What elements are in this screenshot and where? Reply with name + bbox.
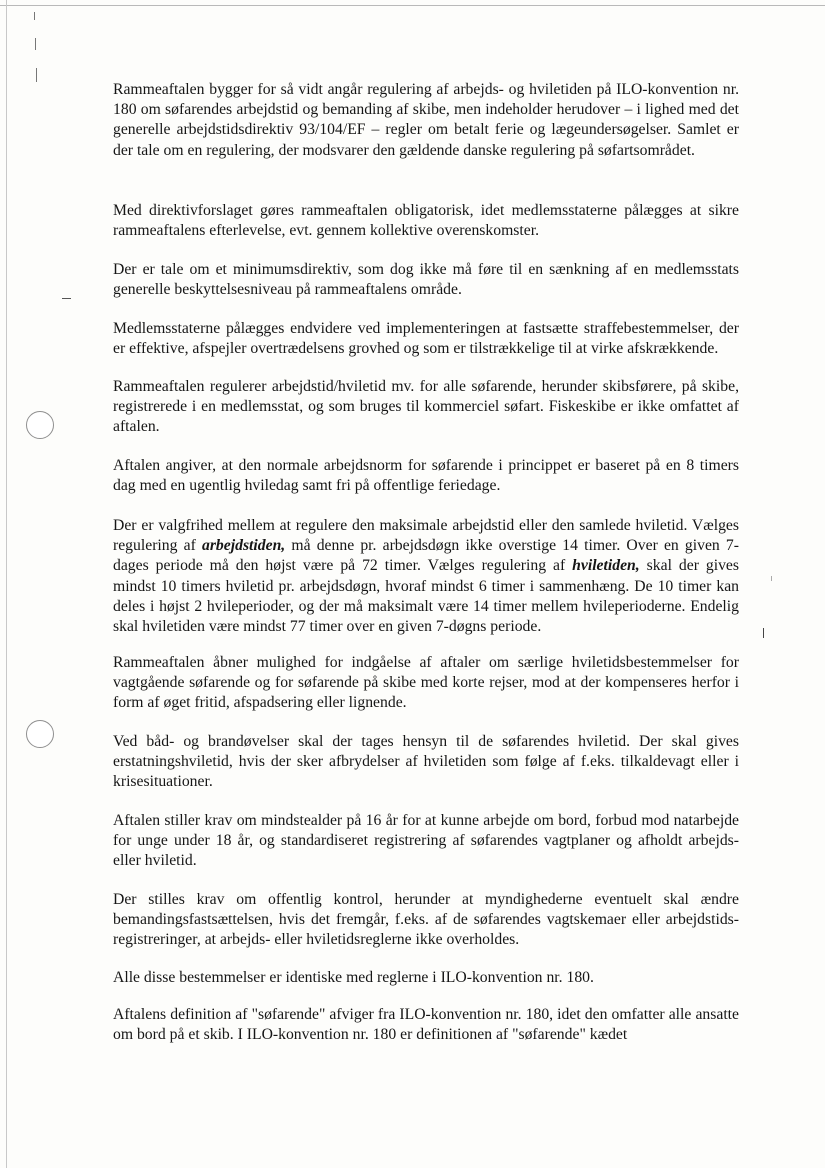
punch-hole-icon xyxy=(26,411,54,439)
scan-edge-top xyxy=(0,5,825,6)
paragraph-text: må denne pr. arbejdsdøgn ikke overstige 14 timer. Over en given 7-dages periode må den højst være på 72 timer. Vælges regulering af xyxy=(113,537,740,575)
paragraph-definition-soefarende: Aftalens definition af "søfarende" afviger fra ILO-konvention nr. 180, idet den omfatter alle ansatte om bord på et skib. I ILO-konvention nr. 180 er definitionen af "søfarende" kædet xyxy=(113,1006,739,1044)
scan-mark xyxy=(36,68,37,82)
paragraph-anvendelsesomraade: Rammeaftalen regulerer arbejdstid/hviletid mv. for alle søfarende, herunder skibsførere, på skibe, registrerede i en medlemsstat, og som bruges til kommerciel søfart. Fiskeskibe er ikke omfattet af aftalen. xyxy=(113,378,739,436)
paragraph-saerlige-hviletidsbestemmelser: Rammeaftalen åbner mulighed for indgåelse af aftaler om særlige hviletidsbestemmelser for vagtgående søfarende og for søfarende på skibe med korte rejser, mod at der kompenseres herfor i form af øget fritid, afspadsering eller lignende. xyxy=(113,654,739,712)
paragraph-valgfrihed xyxy=(113,516,739,637)
scan-mark xyxy=(771,576,772,581)
punch-hole-icon xyxy=(26,720,54,748)
scan-mark xyxy=(35,38,36,50)
paragraph-straffebestemmelser: Medlemsstaterne pålægges endvidere ved implementeringen at fastsætte straffebestemmelser, der er effektive, afspejler overtrædelsens grovhed og som er tilstrækkelige til at virke afskrækkende. xyxy=(113,320,739,358)
scan-mark xyxy=(62,298,71,299)
scan-mark xyxy=(763,628,764,638)
paragraph-direktivforslaget: Med direktivforslaget gøres rammeaftalen obligatorisk, idet medlemsstaterne pålægges at sikre rammeaftalens efterlevelse, evt. gennem kollektive overenskomster. xyxy=(113,202,739,240)
emphasis-hviletiden: hviletiden, xyxy=(572,557,640,575)
scan-mark xyxy=(34,12,35,20)
paragraph-minimumsdirektiv: Der er tale om et minimumsdirektiv, som dog ikke må føre til en sænkning af en medlemsstats generelle beskyttelsesniveau på rammeaftalens område. xyxy=(113,261,739,299)
paragraph-mindstealder: Aftalen stiller krav om mindstealder på 16 år for at kunne arbejde om bord, forbud mod natarbejde for unge under 18 år, og standardiseret registrering af søfarendes vagtplaner og afholdt arbejds- eller hviletid. xyxy=(113,812,739,870)
paragraph-oevelser: Ved båd- og brandøvelser skal der tages hensyn til de søfarendes hviletid. Der skal gives erstatningshviletid, hvis der sker afbrydelser af hviletiden som følge af f.eks. tilkaldevagt eller i krisesituationer. xyxy=(113,733,739,791)
paragraph-arbejdsnorm: Aftalen angiver, at den normale arbejdsnorm for søfarende i princippet er baseret på en 8 timers dag med en ugentlig hviledag samt fri på offentlige feriedage. xyxy=(113,457,739,495)
scan-edge-left xyxy=(6,0,7,1168)
paragraph-text: skal der gives mindst 10 timers hviletid pr. arbejdsdøgn, hvoraf mindst 6 timer i sammenhæng. De 10 timer kan deles i højst 2 hvileperioder, og der må maksimalt være 14 timer mellem hvileperioderne. Endelig skal hviletiden være mindst 77 timer over en given 7-døgns periode. xyxy=(113,557,739,636)
paragraph-identiske-bestemmelser: Alle disse bestemmelser er identiske med reglerne i ILO-konvention nr. 180. xyxy=(113,969,594,986)
paragraph-text: Der er valgfrihed mellem at regulere den maksimale arbejdstid eller den samlede hviletid. Vælges regulering af xyxy=(113,517,739,555)
paragraph-rammeaftalen: Rammeaftalen bygger for så vidt angår regulering af arbejds- og hviletiden på ILO-konvention nr. 180 om søfarendes arbejdstid og bemanding af skibe, men indeholder herudover – i lighed med det generelle arbejdstidsdirektiv 93/104/EF – regler om betalt ferie og lægeundersøgelser. Samlet er der tale om en regulering, der modsvarer den gældende danske regulering på søfartsområdet. xyxy=(113,81,739,159)
emphasis-arbejdstiden: arbejdstiden, xyxy=(201,537,286,555)
paragraph-offentlig-kontrol: Der stilles krav om offentlig kontrol, herunder at myndighederne eventuelt skal ændre bemandingsfastsættelsen, hvis det fremgår, f.eks. af de søfarendes vagtskemaer eller arbejdstids-registreringer, at arbejds- eller hviletidsreglerne ikke overholdes. xyxy=(113,891,739,949)
